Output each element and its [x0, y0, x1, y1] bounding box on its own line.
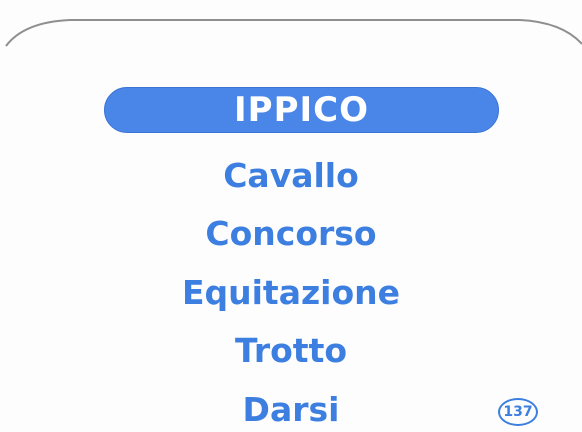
page-number-badge — [498, 398, 538, 426]
category-banner — [104, 87, 499, 133]
word-item: Cavallo — [223, 155, 359, 195]
word-list — [0, 146, 582, 432]
word-item: Trotto — [234, 331, 348, 371]
word-item: Concorso — [205, 214, 377, 254]
page-number: 137 — [503, 404, 533, 420]
category-title: IPPICO — [234, 90, 369, 130]
word-item: Equitazione — [181, 272, 401, 312]
word-item: Darsi — [242, 389, 340, 429]
